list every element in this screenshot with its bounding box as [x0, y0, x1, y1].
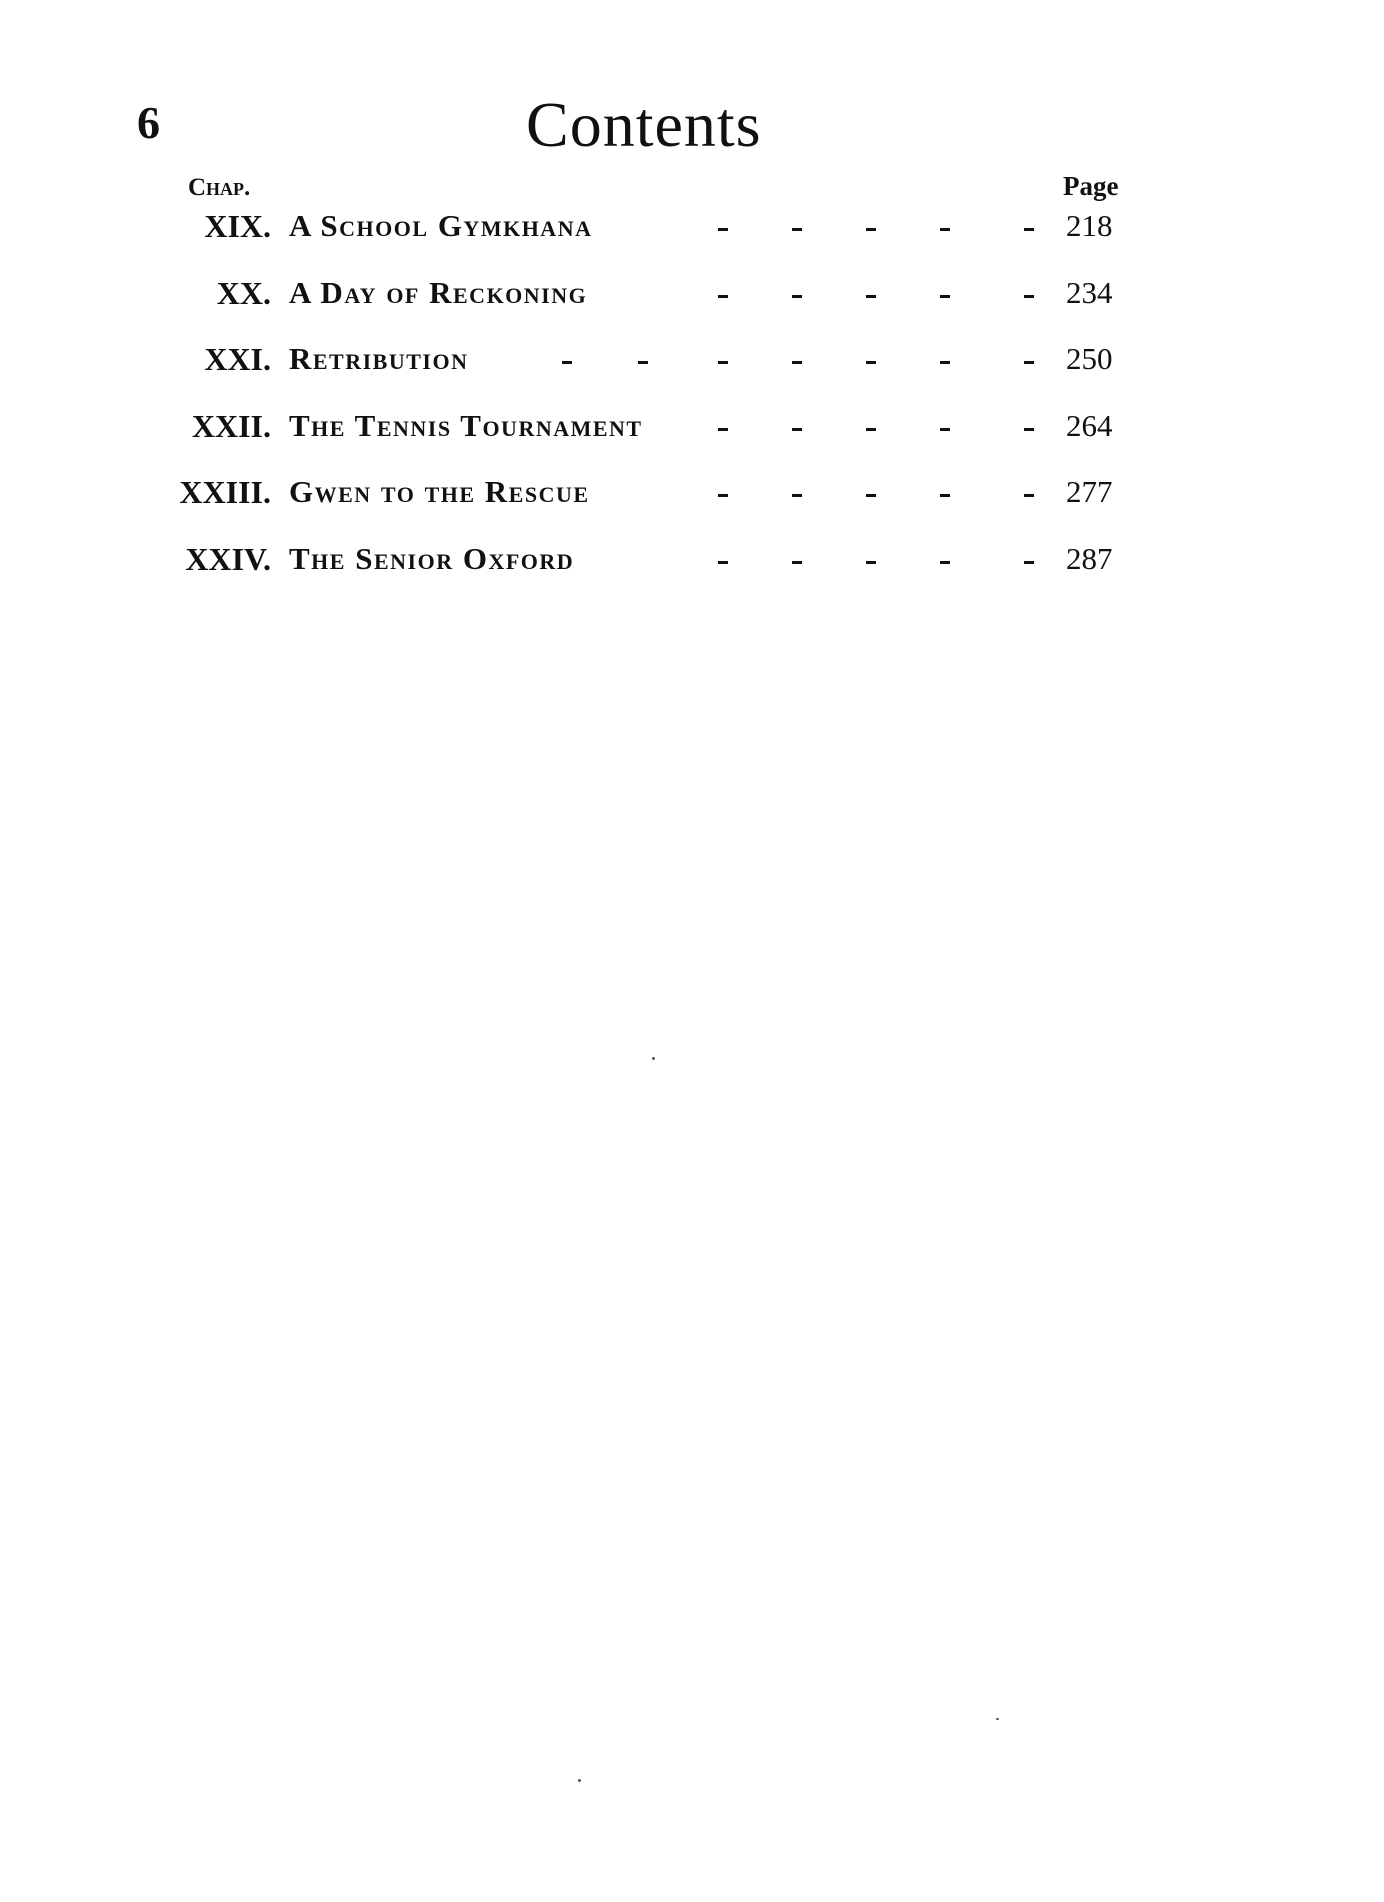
dot-leader — [0, 208, 1, 252]
page-column-label: Page — [1063, 171, 1119, 201]
chapter-page: 218 — [1066, 208, 1113, 243]
chapter-number: XXIV. — [185, 541, 271, 577]
chapter-page: 234 — [1066, 275, 1113, 310]
dot-leader — [0, 341, 1, 385]
scan-speck — [578, 1779, 581, 1782]
chapter-page: 277 — [1066, 474, 1113, 509]
chapter-number: XXII. — [191, 408, 271, 444]
toc-entry — [0, 474, 1384, 518]
chapter-number: XX. — [216, 275, 271, 311]
chapter-title: A Day of Reckoning — [289, 275, 588, 310]
chapter-title: The Senior Oxford — [289, 541, 575, 576]
chapter-page: 287 — [1066, 541, 1113, 576]
page-title: Contents — [526, 89, 762, 160]
chapter-number: XXIII. — [179, 474, 271, 510]
scan-speck — [996, 1718, 999, 1720]
chapter-page: 250 — [1066, 341, 1113, 376]
toc-entry — [0, 341, 1384, 385]
page-number: 6 — [137, 97, 160, 148]
chapter-number: XXI. — [204, 341, 271, 377]
toc-entry — [0, 275, 1384, 319]
dot-leader — [0, 408, 1, 452]
chapter-title: Retribution — [289, 341, 469, 376]
chapter-page: 264 — [1066, 408, 1113, 443]
chapter-title: Gwen to the Rescue — [289, 474, 590, 509]
chapter-title: The Tennis Tournament — [289, 408, 643, 443]
chapter-number: XIX. — [204, 208, 271, 244]
chapter-title: A School Gymkhana — [289, 208, 593, 243]
chapter-column-label: Chap. — [188, 174, 251, 201]
toc-entry — [0, 541, 1384, 585]
scan-speck — [652, 1057, 655, 1060]
toc-entry — [0, 408, 1384, 452]
toc-entry — [0, 208, 1384, 252]
dot-leader — [0, 474, 1, 518]
dot-leader — [0, 275, 1, 319]
dot-leader — [0, 541, 1, 585]
